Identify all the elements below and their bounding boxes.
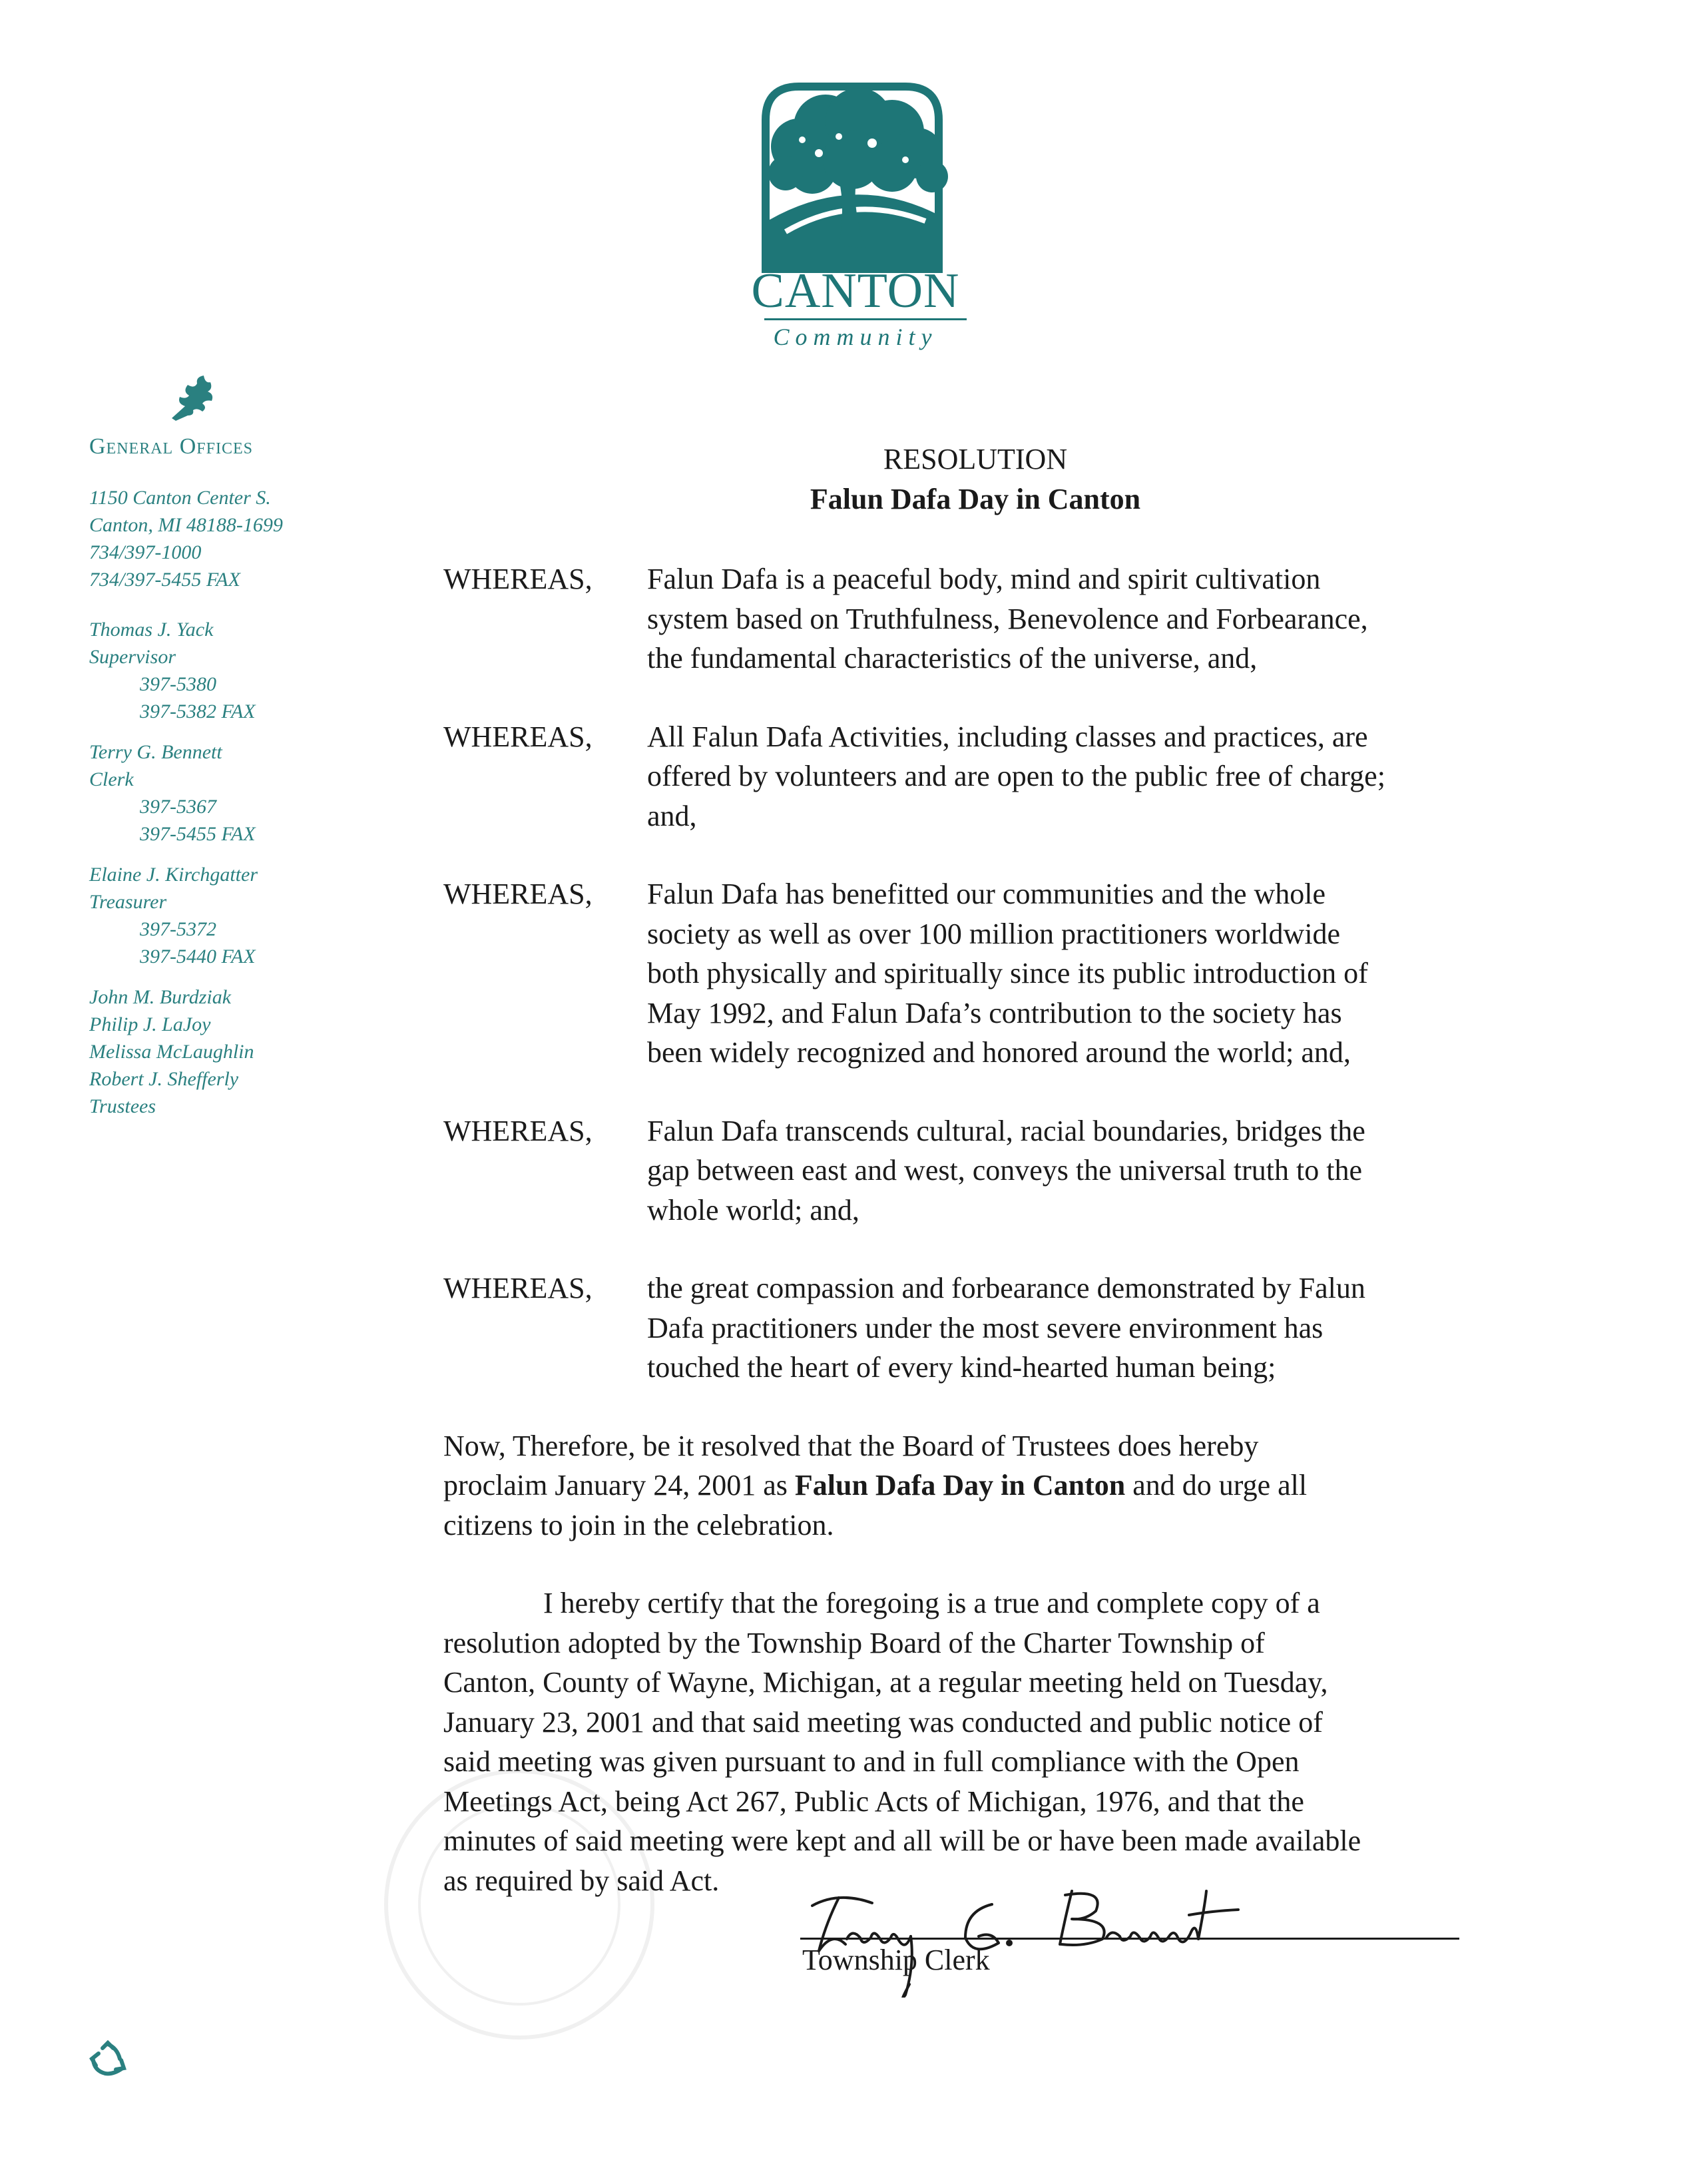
official-supervisor bbox=[89, 616, 369, 725]
certification-line: Meetings Act, being Act 267, Public Acts of Michigan, 1976, and that the bbox=[443, 1784, 1304, 1818]
official-title: Clerk bbox=[89, 768, 134, 790]
clause-line: been widely recognized and honored around the world; and, bbox=[647, 1036, 1351, 1069]
official-fax: 397-5455 FAX bbox=[140, 823, 256, 845]
official-title: Treasurer bbox=[89, 891, 167, 913]
resolved-bold-text: Falun Dafa Day in Canton bbox=[794, 1469, 1126, 1502]
office-address bbox=[89, 484, 369, 593]
address-phone: 734/397-1000 bbox=[89, 541, 202, 563]
clause-line: the fundamental characteristics of the universe, and, bbox=[647, 642, 1258, 675]
recycle-icon bbox=[88, 2039, 128, 2079]
clause-line: Falun Dafa is a peaceful body, mind and spirit cultivation bbox=[647, 563, 1321, 595]
clause-line: offered by volunteers and are open to the public free of charge; bbox=[647, 760, 1385, 792]
logo-name: CANTON bbox=[751, 264, 960, 318]
clause-line: Falun Dafa has benefitted our communities and the whole bbox=[647, 878, 1326, 910]
official-name: Thomas J. Yack bbox=[89, 619, 214, 641]
clause-line: system based on Truthfulness, Benevolence and Forbearance, bbox=[647, 602, 1368, 635]
trustee-name: John M. Burdziak bbox=[89, 986, 232, 1008]
whereas-clause bbox=[443, 559, 1522, 679]
certification-paragraph bbox=[443, 1583, 1522, 1900]
logo-subtitle: Community bbox=[773, 324, 938, 350]
official-phone: 397-5367 bbox=[140, 796, 216, 818]
tree-icon bbox=[739, 73, 972, 273]
signature-line bbox=[800, 1938, 1459, 1940]
certification-line: I hereby certify that the foregoing is a true and complete copy of a bbox=[543, 1587, 1320, 1619]
whereas-label: WHEREAS, bbox=[443, 1114, 593, 1147]
address-fax: 734/397-5455 FAX bbox=[89, 569, 240, 591]
clause-line: Dafa practitioners under the most severe environment has bbox=[647, 1311, 1324, 1344]
official-treasurer bbox=[89, 861, 369, 970]
clause-line: both physically and spiritually since its public introduction of bbox=[647, 957, 1368, 989]
clause-line: All Falun Dafa Activities, including classes and practices, are bbox=[647, 720, 1368, 753]
document-title: RESOLUTION bbox=[883, 443, 1068, 475]
resolution-body bbox=[443, 559, 1522, 1900]
official-title: Supervisor bbox=[89, 646, 176, 668]
official-phone: 397-5380 bbox=[140, 673, 216, 695]
whereas-label: WHEREAS, bbox=[443, 563, 593, 595]
certification-line: minutes of said meeting were kept and all will be or have been made available bbox=[443, 1824, 1361, 1857]
resolved-line: citizens to join in the celebration. bbox=[443, 1508, 834, 1541]
clause-line: touched the heart of every kind-hearted human being; bbox=[647, 1351, 1276, 1384]
address-line: 1150 Canton Center S. bbox=[89, 487, 271, 509]
whereas-label: WHEREAS, bbox=[443, 720, 593, 753]
sidebar-heading: General Offices bbox=[89, 434, 253, 459]
whereas-label: WHEREAS, bbox=[443, 878, 593, 910]
whereas-clause bbox=[443, 874, 1522, 1073]
official-clerk bbox=[89, 738, 369, 848]
certification-line: Canton, County of Wayne, Michigan, at a regular meeting held on Tuesday, bbox=[443, 1666, 1328, 1699]
certification-line: said meeting was given pursuant to and in full compliance with the Open bbox=[443, 1745, 1300, 1778]
clause-line: the great compassion and forbearance demonstrated by Falun bbox=[647, 1272, 1365, 1304]
resolved-line bbox=[443, 1466, 1522, 1505]
trustees-list bbox=[89, 983, 369, 1120]
official-name: Terry G. Bennett bbox=[89, 741, 222, 763]
official-phone: 397-5372 bbox=[140, 918, 216, 940]
trustees-label: Trustees bbox=[89, 1095, 156, 1117]
certification-line: as required by said Act. bbox=[443, 1864, 720, 1897]
clause-line: Falun Dafa transcends cultural, racial boundaries, bridges the bbox=[647, 1114, 1365, 1147]
certification-line: January 23, 2001 and that said meeting was conducted and public notice of bbox=[443, 1705, 1323, 1739]
clause-line: whole world; and, bbox=[647, 1193, 859, 1227]
clause-line: and, bbox=[647, 799, 697, 832]
oak-leaf-icon bbox=[165, 372, 225, 425]
trustee-name: Melissa McLaughlin bbox=[89, 1041, 254, 1063]
resolved-line: Now, Therefore, be it resolved that the Board of Trustees does hereby bbox=[443, 1429, 1259, 1462]
resolved-text: proclaim January 24, 2001 as bbox=[443, 1469, 795, 1502]
sidebar bbox=[89, 433, 369, 1120]
trustee-name: Robert J. Shefferly bbox=[89, 1068, 239, 1090]
clause-line: society as well as over 100 million practitioners worldwide bbox=[647, 917, 1341, 950]
certification-line: resolution adopted by the Township Board of the Charter Township of bbox=[443, 1626, 1265, 1659]
clause-line: gap between east and west, conveys the universal truth to the bbox=[647, 1154, 1363, 1187]
address-line: Canton, MI 48188-1699 bbox=[89, 514, 283, 536]
logo-divider bbox=[764, 318, 967, 320]
official-fax: 397-5440 FAX bbox=[140, 946, 256, 967]
signature-label: Township Clerk bbox=[802, 1944, 990, 1976]
resolved-text: and do urge all bbox=[1125, 1469, 1308, 1502]
whereas-clause bbox=[443, 717, 1522, 836]
trustee-name: Philip J. LaJoy bbox=[89, 1013, 211, 1035]
official-name: Elaine J. Kirchgatter bbox=[89, 864, 258, 886]
official-fax: 397-5382 FAX bbox=[140, 700, 256, 722]
whereas-clause bbox=[443, 1111, 1522, 1230]
resolved-paragraph bbox=[443, 1426, 1522, 1545]
clause-line: May 1992, and Falun Dafa’s contribution to the society has bbox=[647, 996, 1342, 1029]
whereas-label: WHEREAS, bbox=[443, 1272, 593, 1304]
document-subtitle: Falun Dafa Day in Canton bbox=[810, 483, 1141, 515]
whereas-clause bbox=[443, 1268, 1522, 1388]
